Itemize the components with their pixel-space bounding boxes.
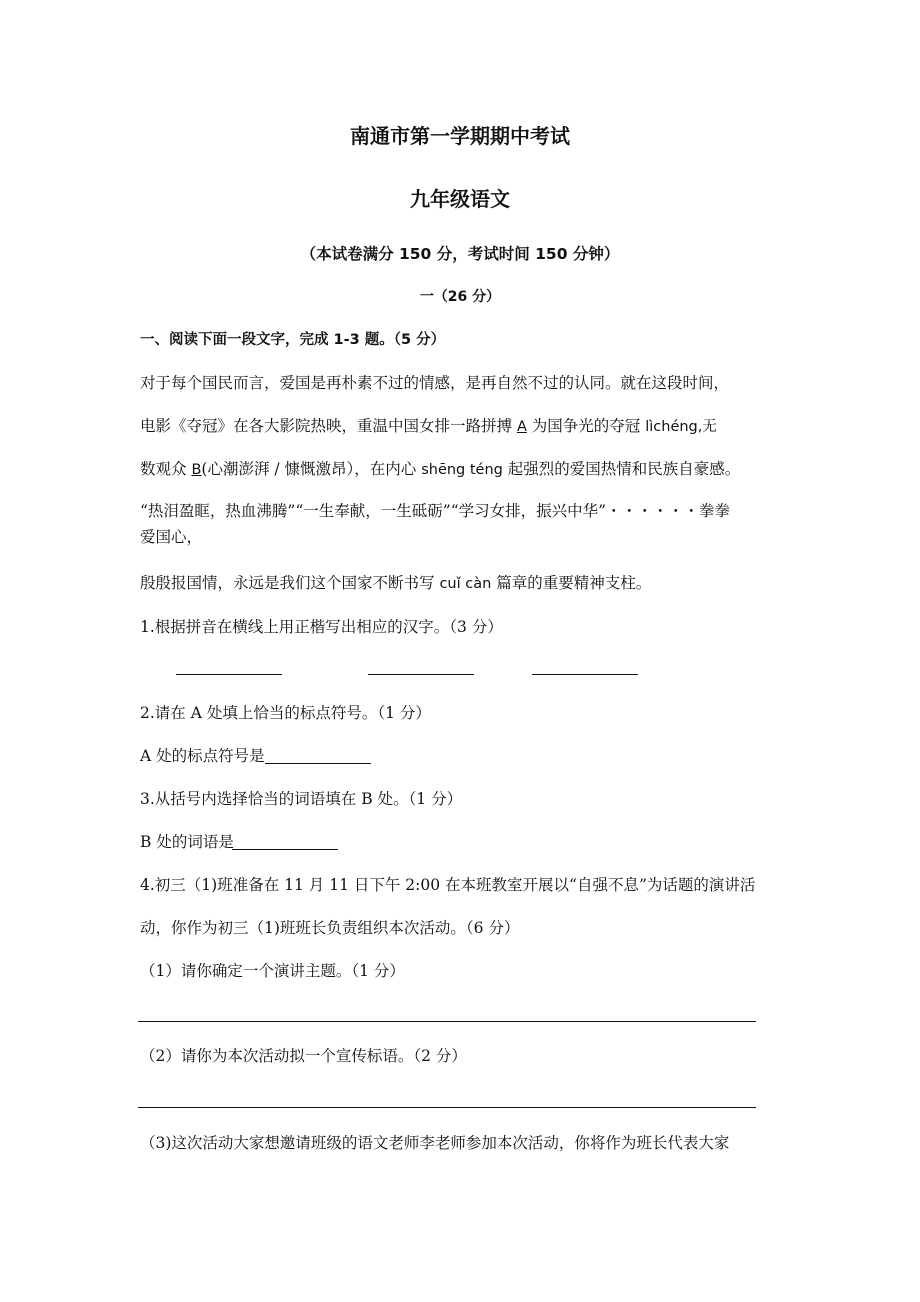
question-3: 3.从括号内选择恰当的词语填在 B 处。（1 分） (140, 790, 463, 808)
text: 篇章的重要精神支柱。 (491, 574, 652, 592)
passage-line: 对于每个国民而言，爱国是再朴素不过的情感，是再自然不过的认同。就在这段时间， (140, 374, 730, 392)
answer-line-4-2[interactable] (138, 1107, 756, 1108)
part1-heading: 一、阅读下面一段文字，完成 1-3 题。（5 分） (140, 332, 446, 348)
passage-line (140, 416, 717, 437)
exam-note: （本试卷满分 150 分，考试时间 150 分钟） (300, 245, 620, 263)
question-4: 4.初三（1)班准备在 11 月 11 日下午 2:00 在本班教室开展以“自强不息”为话题的演讲活 (140, 876, 756, 894)
mark-b: B (191, 462, 202, 478)
answer-blank-1[interactable] (176, 674, 282, 675)
question-4-2: （2）请你为本次活动拟一个宣传标语。（2 分） (140, 1047, 467, 1065)
exam-title: 南通市第一学期期中考试 (350, 124, 570, 148)
passage-line: “热泪盈眶，热血沸腾”“一生奉献，一生砥砺”“学习女排，振兴中华”・・・・・・拳拳 (140, 502, 731, 520)
answer-blank-2[interactable] (368, 674, 474, 675)
question-4-1: （1）请你确定一个演讲主题。（1 分） (140, 962, 405, 980)
text: ,无 (697, 419, 717, 435)
mark-a: A (516, 419, 527, 435)
question-3-answer-label: B 处的词语是 (140, 833, 234, 851)
text: 殷殷报国情，永远是我们这个国家不断书写 (140, 574, 440, 592)
text: (心潮澎湃 / 慷慨激昂），在内心 (201, 460, 422, 478)
pinyin: cuǐ càn (439, 576, 492, 592)
text: 为国争光的夺冠 (526, 417, 646, 435)
passage-line (140, 573, 651, 594)
exam-subtitle: 九年级语文 (410, 187, 510, 211)
text: 电影《夺冠》在各大影院热映，重温中国女排一路拼搏 (140, 417, 517, 435)
question-2: 2.请在 A 处填上恰当的标点符号。（1 分） (140, 704, 431, 722)
answer-blank-a[interactable] (265, 763, 371, 764)
passage-line: 爱国心， (140, 528, 203, 546)
text: 数观众 (140, 460, 192, 478)
section-heading: 一（26 分） (419, 289, 501, 305)
pinyin: shēng téng (421, 462, 503, 478)
answer-blank-b[interactable] (232, 849, 338, 850)
pinyin: lìchéng (645, 419, 698, 435)
answer-blank-3[interactable] (532, 674, 638, 675)
text: 起强烈的爱国热情和民族自豪感。 (502, 460, 741, 478)
question-1: 1.根据拼音在横线上用正楷写出相应的汉字。（3 分） (140, 618, 503, 636)
passage-line (140, 459, 740, 480)
question-4-3: （3)这次活动大家想邀请班级的语文老师李老师参加本次活动，你将作为班长代表大家 (140, 1134, 730, 1152)
question-2-answer-label: A 处的标点符号是 (140, 747, 265, 765)
answer-line-4-1[interactable] (138, 1021, 756, 1022)
question-4: 动，你作为初三（1)班班长负责组织本次活动。（6 分） (140, 919, 520, 937)
